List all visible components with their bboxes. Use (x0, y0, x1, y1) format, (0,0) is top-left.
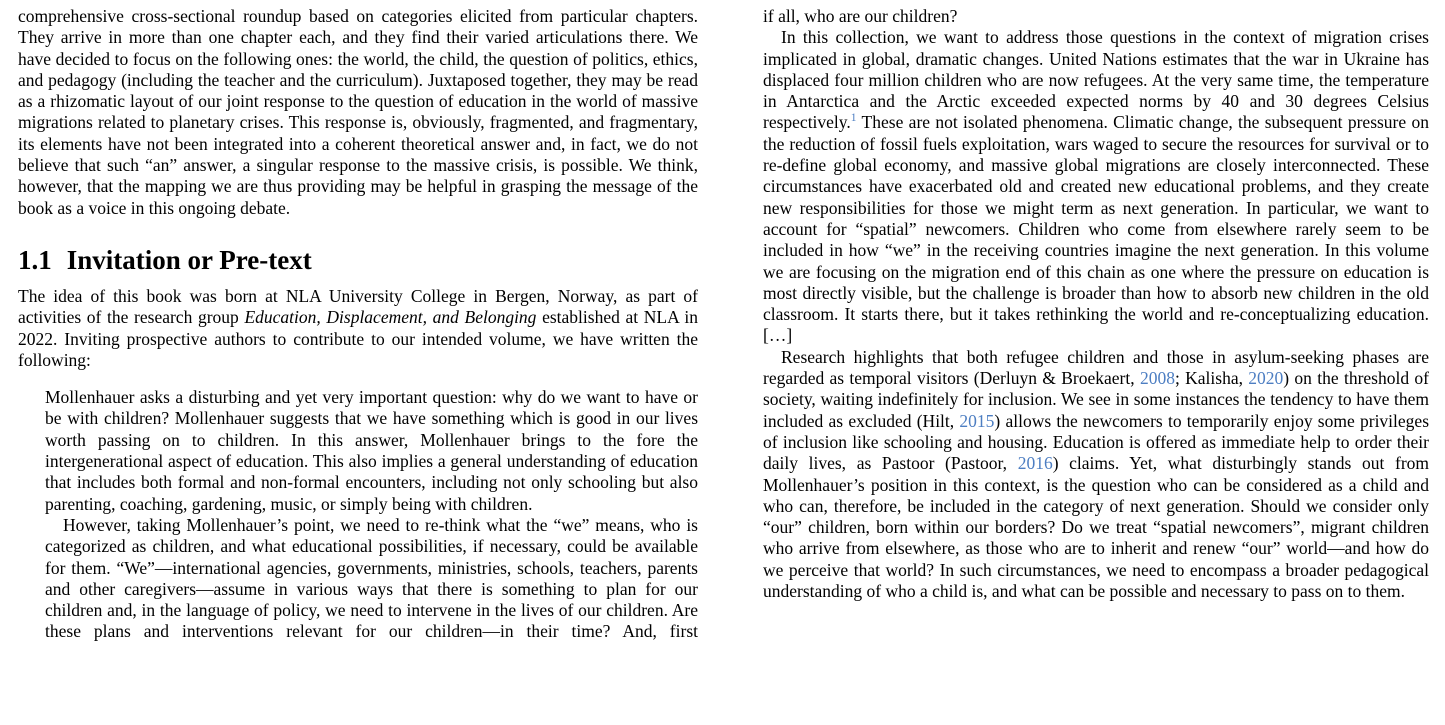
body-text: established at NLA in 2022. Inviting prospective authors to contribute to our intended volume, we have written the following: (18, 307, 698, 370)
italic-text: Education, Displacement, and Belonging (244, 307, 537, 328)
body-text: Mollenhauer asks a disturbing and yet very important question: why do we want to have or be with children? Mollenhauer suggests that we have something which is good in our lives worth passing on to children. In this answer, Mollenhauer brings to the fore the intergenerational aspect of education. This also implies a general understanding of education that includes both formal and non-formal encounters, including not only schooling but also parenting, coaching, gardening, music, or simply being with children. (45, 387, 698, 514)
body-text: Research highlights that both refugee children and those in asylum-seeking phases are regarded as temporal visitors (Derluyn & Broekaert, (763, 346, 1429, 389)
body-text: ; Kalisha, (1174, 368, 1249, 389)
section-title: Invitation or Pre-text (66, 244, 312, 275)
citation-year-link[interactable]: 2015 (959, 410, 995, 431)
body-text: comprehensive cross-sectional roundup based on categories elicited from particular chapters. They arrive in more than one chapter each, and they find their varied articulations there. We have decided to focus on the following ones: the world, the child, the question of politics, ethics, and pedagogy (including the teacher and the curriculum). Juxtaposed together, they may be read as a rhizomatic layout of our joint response to the question of education in the world of massive migrations related to planetary crises. This response is, obviously, fragmented, and fragmentary, its elements have not been integrated into a coherent theoretical answer and, in fact, we do not believe that such “an” answer, a singular response to the massive crisis, is possible. We think, however, that the mapping we are thus providing may be helpful in grasping the message of the book as a voice in this ongoing debate. (18, 6, 698, 218)
citation-year-link[interactable]: 2020 (1248, 368, 1284, 389)
paragraph (18, 286, 698, 371)
body-text: ) allows the newcomers to temporarily enjoy some privileges of inclusion like schooling and housing. Education is offered as immediate help to order their daily lives, as Pastoor (Pastoor, (763, 410, 1429, 474)
paragraph (45, 515, 698, 643)
paragraph (763, 6, 1429, 27)
citation-year-link[interactable]: 2016 (1017, 453, 1053, 474)
block-quote (45, 387, 698, 643)
body-text: However, taking Mollenhauer’s point, we need to re-think what the “we” means, who is categorized as children, and what educational possibilities, if necessary, could be available for them. “We”—international agencies, governments, ministries, schools, teachers, parents and other caregivers—assume in various ways that there is something to plan for our children and, in the language of policy, we need to intervene in the lives of our children. Are these plans and interventions relevant for our children—in their time? And, first (45, 514, 698, 642)
right-column (763, 0, 1429, 602)
section-heading (18, 245, 698, 276)
body-text: if all, who are our children? (763, 6, 958, 26)
paragraph (763, 27, 1429, 346)
body-text: ) claims. Yet, what disturbingly stands out from Mollenhauer’s position in this context, is the question who can be considered as a child and who can, therefore, be included in the category of next generation. Should we consider only “our” children, born within our borders? Do we treat “spatial newcomers”, migrant children who arrive from elsewhere, as those who are to inherit and renew “our” world—and how do we perceive that world? In such circumstances, we need to encompass a broader pedagogical understanding of who a child is, and what can be possible and necessary to pass on to them. (763, 453, 1430, 602)
citation-year-link[interactable]: 2008 (1139, 368, 1175, 389)
body-text: In this collection, we want to address those questions in the context of migration crises implicated in global, dramatic changes. United Nations estimates that the war in Ukraine has displaced four million children who are now refugees. At the very same time, the temperature in Antarctica and the Arctic exceeded expected norms by 40 and 30 degrees Celsius respectively. (763, 27, 1429, 133)
body-text: These are not isolated phenomena. Climatic change, the subsequent pressure on the reduction of fossil fuels exploitation, wars waged to secure the resources for survival or to re-define global economy, and massive global migrations are closely interconnected. These circumstances have exacerbated old and created new educational problems, and they create new responsibilities for those we might term as next generation. In particular, we want to account for “spatial” newcomers. Children who come from elsewhere rarely seem to be included in how “we” in the receiving countries imagine the next generation. In this volume we are focusing on the migration end of this chain as one where the pressure on education is most directly visible, but the challenge is broader than how to absorb new children in the old classroom. It starts there, but it takes rethinking the world and re-conceptualizing education. […] (763, 112, 1429, 346)
footnote-marker-link[interactable]: 1 (850, 112, 857, 125)
paragraph (763, 347, 1429, 603)
paragraph (18, 6, 698, 219)
body-text: ) on the threshold of society, waiting indefinitely for inclusion. We see in some instances the tendency to have them included as excluded (Hilt, (763, 368, 1429, 431)
left-column (18, 0, 698, 643)
paragraph (45, 387, 698, 515)
body-text: The idea of this book was born at NLA University College in Bergen, Norway, as part of activities of the research group (18, 285, 698, 328)
section-number: 1.1 (18, 244, 52, 275)
